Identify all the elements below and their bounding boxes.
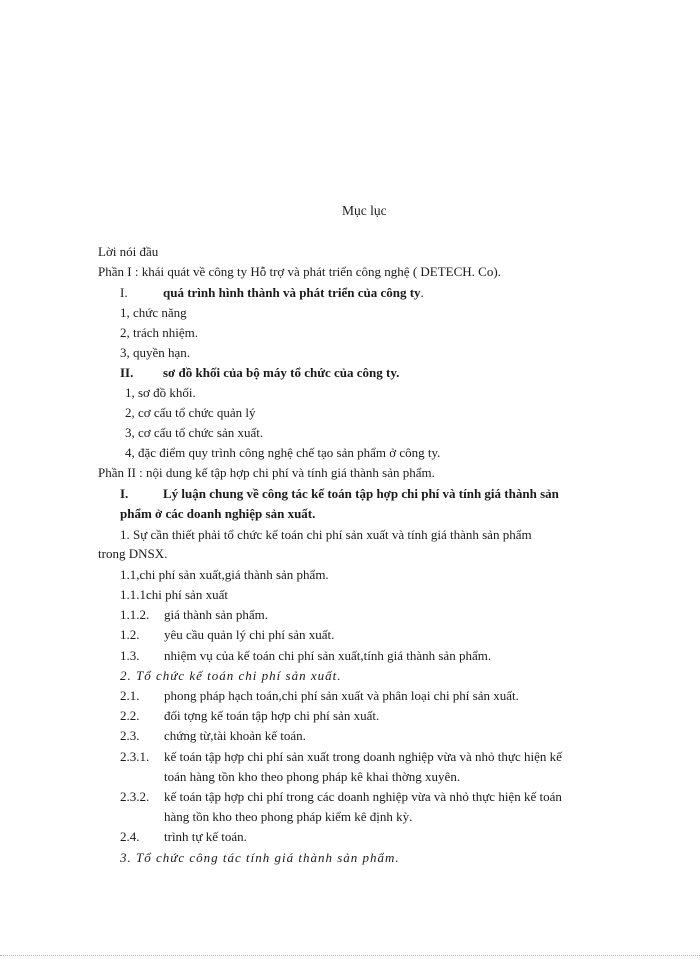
part2-section1-title-line2: phẩm ở các doanh nghiệp sản xuất. (120, 506, 316, 521)
toc-section-heading: 3. Tổ chức công tác tính giá thành sản phẩm. (120, 850, 400, 865)
toc-entry-number: 2.2. (120, 708, 140, 723)
toc-entry-number: 2.3. (120, 728, 140, 743)
toc-entry: phong pháp hạch toán,chi phí sản xuất và phân loại chi phí sản xuất. (164, 688, 519, 703)
toc-entry-number: 2.3.2. (120, 789, 150, 804)
part1-heading: Phần I : khái quát về công ty Hỗ trợ và phát triển công nghệ ( DETECH. Co). (98, 264, 501, 279)
toc-entry-number: 2.1. (120, 688, 140, 703)
part1-section2-item-2: 2, cơ cấu tổ chức quản lý (125, 405, 256, 420)
toc-entry: trình tự kế toán. (164, 829, 247, 844)
part1-section2-item-1: 1, sơ đồ khối. (125, 385, 196, 400)
part1-section2-item-4: 4, đặc điểm quy trình công nghệ chế tạo sản phẩm ở công ty. (125, 445, 441, 460)
part2-section1-number: I. (120, 486, 129, 501)
toc-entry: toán hàng tồn kho theo phong pháp kê khai thờng xuyên. (164, 769, 461, 784)
part1-section1-item-3: 3, quyền hạn. (120, 345, 191, 360)
part1-section2-number: II. (120, 365, 134, 380)
toc-entry: 1.1.1chi phí sản xuất (120, 587, 228, 602)
part1-section2-title: sơ đồ khối của bộ máy tổ chức của công ty. (163, 365, 400, 380)
part1-section1-title-tail: . (420, 285, 424, 300)
toc-entry: trong DNSX. (98, 546, 168, 561)
part1-section1-item-1: 1, chức năng (120, 305, 187, 320)
toc-section-heading: 2. Tổ chức kế toán chi phí sản xuất. (120, 668, 342, 683)
toc-entry: chứng từ,tài khoản kế toán. (164, 728, 306, 743)
toc-entry-number: 1.1.2. (120, 607, 150, 622)
toc-entry: yêu cầu quản lý chi phí sản xuất. (164, 627, 335, 642)
toc-entry: nhiệm vụ của kế toán chi phí sản xuất,tính giá thành sản phẩm. (164, 648, 492, 663)
part1-section1-number: I. (120, 285, 128, 300)
toc-entry-number: 1.3. (120, 648, 140, 663)
part1-section1-title: quá trình hình thành và phát triển của công ty (163, 285, 421, 300)
toc-entry-number: 2.3.1. (120, 749, 150, 764)
toc-entry: kế toán tập hợp chi phí sản xuất trong doanh nghiệp vừa và nhỏ thực hiện kế (164, 749, 562, 764)
toc-entry: hàng tồn kho theo phong pháp kiểm kê định kỳ. (164, 809, 413, 824)
toc-entry-number: 1.2. (120, 627, 140, 642)
toc-entry: đối tợng kế toán tập hợp chi phí sản xuất. (164, 708, 380, 723)
part1-section2-item-3: 3, cơ cấu tổ chức sản xuất. (125, 425, 264, 440)
toc-entry: 1. Sự cần thiết phải tổ chức kế toán chi phí sản xuất và tính giá thành sản phẩm (120, 527, 532, 542)
page-title: Mục lục (342, 203, 387, 218)
toc-entry: kế toán tập hợp chi phí trong các doanh nghiệp vừa và nhỏ thực hiện kế toán (164, 789, 562, 804)
page-bottom-divider (0, 955, 700, 956)
part1-section1-heading (163, 285, 424, 301)
toc-entry: giá thành sản phẩm. (164, 607, 268, 622)
intro-entry: Lời nói đầu (98, 244, 159, 259)
part1-section1-item-2: 2, trách nhiệm. (120, 325, 198, 340)
toc-entry: 1.1,chi phí sản xuất,giá thành sản phẩm. (120, 567, 329, 582)
toc-entry-number: 2.4. (120, 829, 140, 844)
part2-section1-title-line1: Lý luận chung về công tác kế toán tập hợp chi phí và tính giá thành sản (163, 486, 559, 501)
part2-heading: Phần II : nội dung kế tập hợp chi phí và tính giá thành sản phẩm. (98, 465, 435, 480)
